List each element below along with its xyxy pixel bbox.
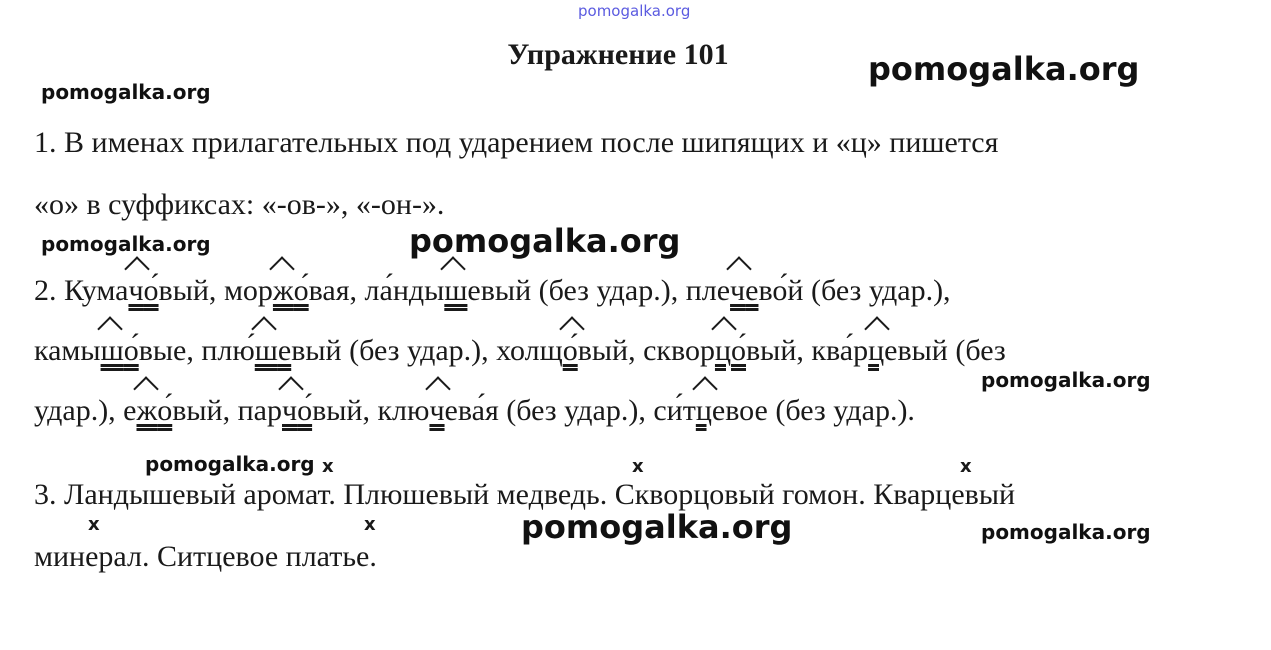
paragraph-1-line-2: «о» в суффиксах: «-ов-», «-он-». (34, 188, 445, 221)
cross-mark-icon: x (322, 456, 334, 477)
text: си́т (645, 394, 696, 427)
underlined-letter: ш (254, 334, 278, 367)
underlined-vowel: о́ (293, 274, 309, 307)
watermark: pomogalka.org (145, 452, 315, 476)
text: клю (369, 394, 430, 427)
exercise-title: Упражнение 101 (507, 38, 729, 71)
text: 2. Кума (34, 274, 129, 307)
suffix-arc (440, 254, 470, 272)
text: вый, (158, 274, 217, 307)
underlined-letter: ч (128, 274, 144, 307)
text: удар.), е (34, 394, 137, 427)
text: плю́ (193, 334, 255, 367)
paragraph-1-line-1: 1. В именах прилагательных под ударением после шипящих и «ц» пишется (34, 126, 999, 159)
underlined-letter: ч (282, 394, 298, 427)
watermark: pomogalka.org (409, 222, 681, 260)
watermark: pomogalka.org (981, 368, 1151, 392)
text: вые, (138, 334, 194, 367)
underlined-letter: ч (429, 394, 445, 427)
watermark-top: pomogalka.org (578, 2, 691, 20)
suffix-arc (251, 314, 281, 332)
text: мор (216, 274, 273, 307)
suffix-arc (124, 254, 154, 272)
text: вый (без (897, 334, 1006, 367)
underlined-letter: ж (272, 274, 294, 307)
text: вый, (577, 334, 636, 367)
underlined-letter: ш (444, 274, 468, 307)
watermark: pomogalka.org (521, 508, 793, 546)
underlined-letter: ч (730, 274, 746, 307)
text: камы (34, 334, 101, 367)
text: ва́я (без удар.), (457, 394, 646, 427)
underlined-vowel: о́ (731, 334, 747, 367)
watermark: pomogalka.org (41, 232, 211, 256)
text: холщ (488, 334, 563, 367)
underlined-letter: ж (136, 394, 158, 427)
cross-mark-icon: x (364, 514, 376, 535)
underlined-vowel: о́ (157, 394, 173, 427)
text: пле (678, 274, 731, 307)
cross-mark-icon: x (88, 514, 100, 535)
suffix-arc (692, 374, 722, 392)
text: ква́р (803, 334, 869, 367)
text: вое (без удар.). (725, 394, 915, 427)
text: вый, (172, 394, 231, 427)
watermark: pomogalka.org (981, 520, 1151, 544)
underlined-vowel: о́ (143, 274, 159, 307)
text: вая, (308, 274, 358, 307)
text: сквор (635, 334, 715, 367)
paragraph-3-line-2: минерал. Ситцевое платье. (34, 540, 377, 573)
cross-mark-icon: x (960, 456, 972, 477)
cross-mark-icon: x (632, 456, 644, 477)
underlined-letter: ц (714, 334, 732, 367)
paragraph-3-line-1: 3. Ландышевый аромат. Плюшевый медведь. Скворцовый гомон. Кварцевый (34, 478, 1016, 511)
vowel: е (444, 394, 458, 427)
paragraph-2-line-1 (34, 274, 951, 308)
vowel: е (711, 394, 726, 427)
underlined-vowel: е (277, 334, 292, 367)
paragraph-2-line-3 (34, 394, 915, 428)
underlined-vowel: о́ (562, 334, 578, 367)
underlined-vowel: е (745, 274, 759, 307)
suffix-arc (864, 314, 894, 332)
suffix-arc (726, 254, 756, 272)
vowel: е (884, 334, 898, 367)
text: ла́нды (357, 274, 445, 307)
watermark: pomogalka.org (41, 80, 211, 104)
underlined-letter: ц (695, 394, 712, 427)
underlined-vowel: о́ (297, 394, 313, 427)
vowel: е (467, 274, 481, 307)
suffix-arc (559, 314, 589, 332)
underlined-letter: ш (100, 334, 124, 367)
suffix-arc (278, 374, 308, 392)
paragraph-2-line-2 (34, 334, 1006, 368)
underlined-letter: ц (868, 334, 885, 367)
suffix-arc (133, 374, 163, 392)
suffix-arc (425, 374, 455, 392)
text: вый, (746, 334, 804, 367)
text: вый (без удар.), (291, 334, 489, 367)
suffix-arc (97, 314, 127, 332)
text: вый, (312, 394, 370, 427)
suffix-arc (269, 254, 299, 272)
underlined-vowel: о́ (123, 334, 139, 367)
text: пар (230, 394, 282, 427)
watermark: pomogalka.org (868, 50, 1140, 88)
suffix-arc (711, 314, 741, 332)
text: во́й (без удар.), (758, 274, 951, 307)
text: вый (без удар.), (480, 274, 679, 307)
